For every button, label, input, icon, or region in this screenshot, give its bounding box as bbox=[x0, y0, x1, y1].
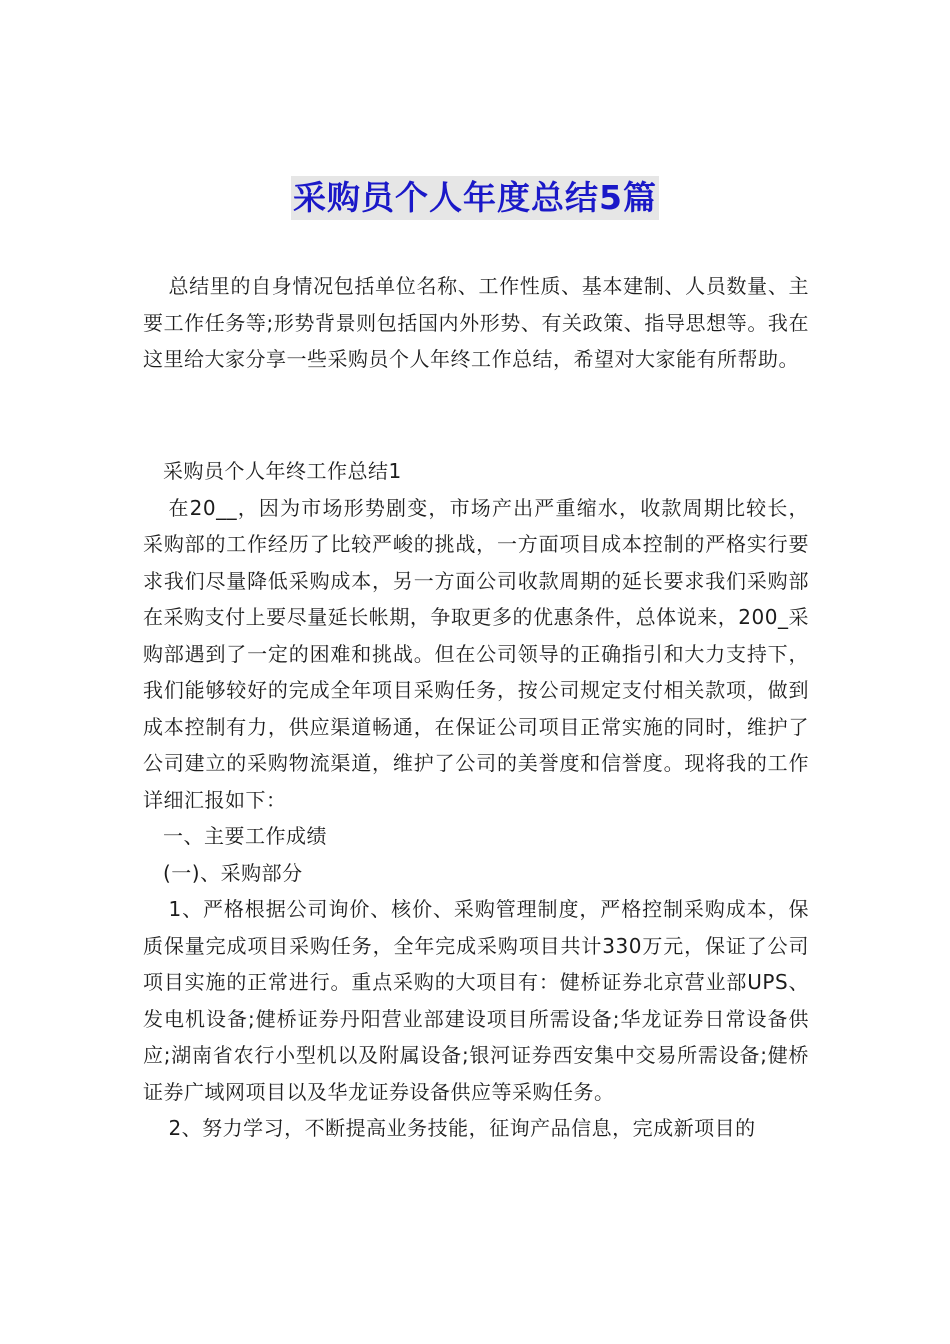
paragraph-1: 在20__，因为市场形势剧变，市场产出严重缩水，收款周期比较长，采购部的工作经历了比较严峻的挑战，一方面项目成本控制的严格实行要求我们尽量降低采购成本，另一方面公司收款周期的延长要求我们采购部在采购支付上要尽量延长帐期，争取更多的优惠条件，总体说来，200_采购部遇到了一定的困难和挑战。但在公司领导的正确指引和大力支持下，我们能够较好的完成全年项目采购任务，按公司规定支付相关款项，做到成本控制有力，供应渠道畅通，在保证公司项目正常实施的同时，维护了公司建立的采购物流渠道，维护了公司的美誉度和信誉度。现将我的工作详细汇报如下： bbox=[143, 495, 809, 812]
document-title: 采购员个人年度总结5篇 bbox=[291, 176, 659, 220]
section-title: 采购员个人年终工作总结1 bbox=[163, 459, 402, 483]
heading-main-achievements: 一、主要工作成绩 bbox=[163, 824, 327, 848]
intro-paragraph: 总结里的自身情况包括单位名称、工作性质、基本建制、人员数量、主要工作任务等;形势背景则包括国内外形势、有关政策、指导思想等。我在这里给大家分享一些采购员个人年终工作总结，希望对大家能有所帮助。 bbox=[143, 274, 809, 371]
list-item-2: 2、努力学习，不断提高业务技能，征询产品信息，完成新项目的 bbox=[168, 1116, 756, 1140]
title-container bbox=[0, 176, 950, 220]
heading-purchasing-part: (一)、采购部分 bbox=[163, 860, 303, 885]
main-section bbox=[143, 453, 809, 1147]
intro-section bbox=[143, 268, 809, 378]
list-item-1: 1、严格根据公司询价、核价、采购管理制度，严格控制采购成本，保质保量完成项目采购任务，全年完成采购项目共计330万元，保证了公司项目实施的正常进行。重点采购的大项目有：健桥证券北京营业部UPS、发电机设备;健桥证券丹阳营业部建设项目所需设备;华龙证券日常设备供应;湖南省农行小型机以及附属设备;银河证券西安集中交易所需设备;健桥证券广域网项目以及华龙证券设备供应等采购任务。 bbox=[143, 897, 809, 1104]
